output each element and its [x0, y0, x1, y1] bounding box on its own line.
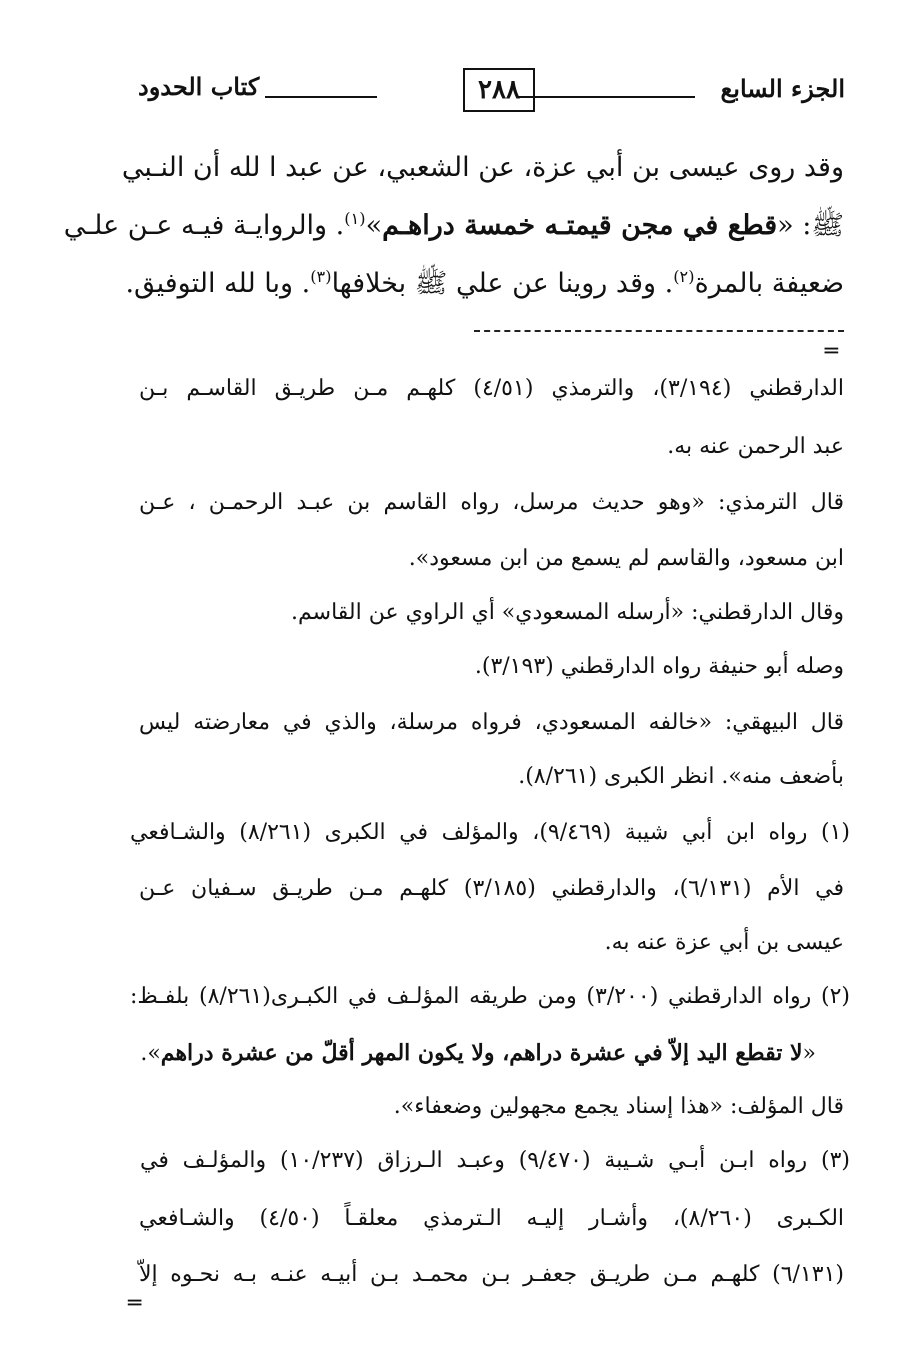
footnote-cont-line-3: قال الترمذي: «وهو حديث مرسل، رواه القاسم بن عبـد الرحمـن ، عـن	[139, 490, 844, 515]
main-text-l2-tail: . والروايـة فيـه عـن علـي	[63, 210, 345, 241]
footnote-3-line-3: (٦/١٣١) كلهـم مـن طريـق جعفـر بـن محمـد بـن أبيـه عنـه بـه نحـوه إلاّ	[139, 1262, 844, 1287]
main-text-line-2	[63, 208, 844, 248]
footnote-cont-line-6: وصله أبو حنيفة رواه الدارقطني (٣/١٩٣).	[474, 654, 844, 679]
footnote-ref-2: (٢)	[673, 267, 695, 286]
main-text-l3-c: . وبا لله التوفيق.	[125, 268, 311, 299]
main-text-line-1: وقد روى عيسى بن أبي عزة، عن الشعبي، عن عبد ا لله أن النـبي	[121, 152, 844, 183]
footnote-2-line-2	[140, 1040, 816, 1066]
footnote-2-quote-open: «	[802, 1041, 816, 1066]
footnote-ref-1: (١)	[344, 209, 366, 228]
main-text-l2-post: »	[365, 210, 383, 241]
footnote-ref-3: (٣)	[310, 267, 332, 286]
footnote-cont-line-5: وقال الدارقطني: «أرسله المسعودي» أي الراوي عن القاسم.	[291, 600, 844, 625]
main-text-l3-b: . وقد روينا عن علي ﷺ بخلافها	[331, 268, 674, 299]
volume-title: الجزء السابع	[720, 74, 845, 103]
footnote-3-line-1: (٣) رواه ابـن أبـي شـيبة (٩/٤٧٠) وعبـد الـرزاق (١٠/٢٣٧) والمؤلـف في	[140, 1148, 851, 1173]
quoted-hadith-text: قطع في مجن قيمتـه خمسة دراهـم	[382, 210, 778, 241]
footnote-1-line-1: (١) رواه ابن أبي شيبة (٩/٤٦٩)، والمؤلف في الكبرى (٨/٢٦١) والشـافعي	[130, 820, 850, 845]
footnote-cont-line-8: بأضعف منه». انظر الكبرى (٨/٢٦١).	[518, 764, 844, 789]
footnote-2-quoted-text: لا تقطع اليد إلاّ في عشرة دراهم، ولا يكون المهر أقلّ من عشرة دراهم	[160, 1040, 803, 1066]
footnote-2-line-3: قال المؤلف: «هذا إسناد يجمع مجهولين وضعفاء».	[393, 1094, 844, 1119]
main-text-l3-a: ضعيفة بالمرة	[694, 268, 844, 299]
page-header	[130, 62, 845, 122]
main-text-line-3	[125, 266, 844, 306]
main-text-l2-pre: ﷺ: «	[777, 210, 844, 241]
footnote-cont-line-7: قال البيهقي: «خالفه المسعودي، فرواه مرسلة، والذي في معارضته ليس	[139, 710, 844, 735]
footnote-2-line-1: (٢) رواه الدارقطني (٣/٢٠٠) ومن طريقه المؤلـف في الكبـرى(٨/٢٦١) بلفـظ:	[130, 984, 850, 1009]
footnote-1-line-2: في الأم (٦/١٣١)، والدارقطني (٣/١٨٥) كلهـم مـن طريـق سـفيان عـن	[139, 876, 845, 901]
footnote-1-line-3: عيسى بن أبي عزة عنه به.	[604, 930, 844, 955]
footnote-2-quote-close: ».	[140, 1041, 161, 1066]
page-number: ٢٨٨	[463, 68, 535, 112]
footnote-separator	[474, 330, 844, 332]
footnote-cont-line-1: الدارقطني (٣/١٩٤)، والترمذي (٤/٥١) كلهـم مـن طريـق القاسـم بـن	[139, 376, 844, 401]
footnote-3-line-2: الكـبرى (٨/٢٦٠)، وأشـار إليـه الـترمذي معلقـاً (٤/٥٠) والشـافعي	[139, 1206, 845, 1231]
book-title: كتاب الحدود	[138, 72, 260, 101]
header-rule-right	[517, 96, 695, 98]
continuation-mark-bottom: ═	[128, 1290, 142, 1316]
header-rule-left	[265, 96, 377, 98]
footnote-cont-line-4: ابن مسعود، والقاسم لم يسمع من ابن مسعود».	[408, 546, 844, 571]
continuation-mark-top: ═	[824, 338, 838, 364]
footnote-cont-line-2: عبد الرحمن عنه به.	[667, 434, 844, 459]
